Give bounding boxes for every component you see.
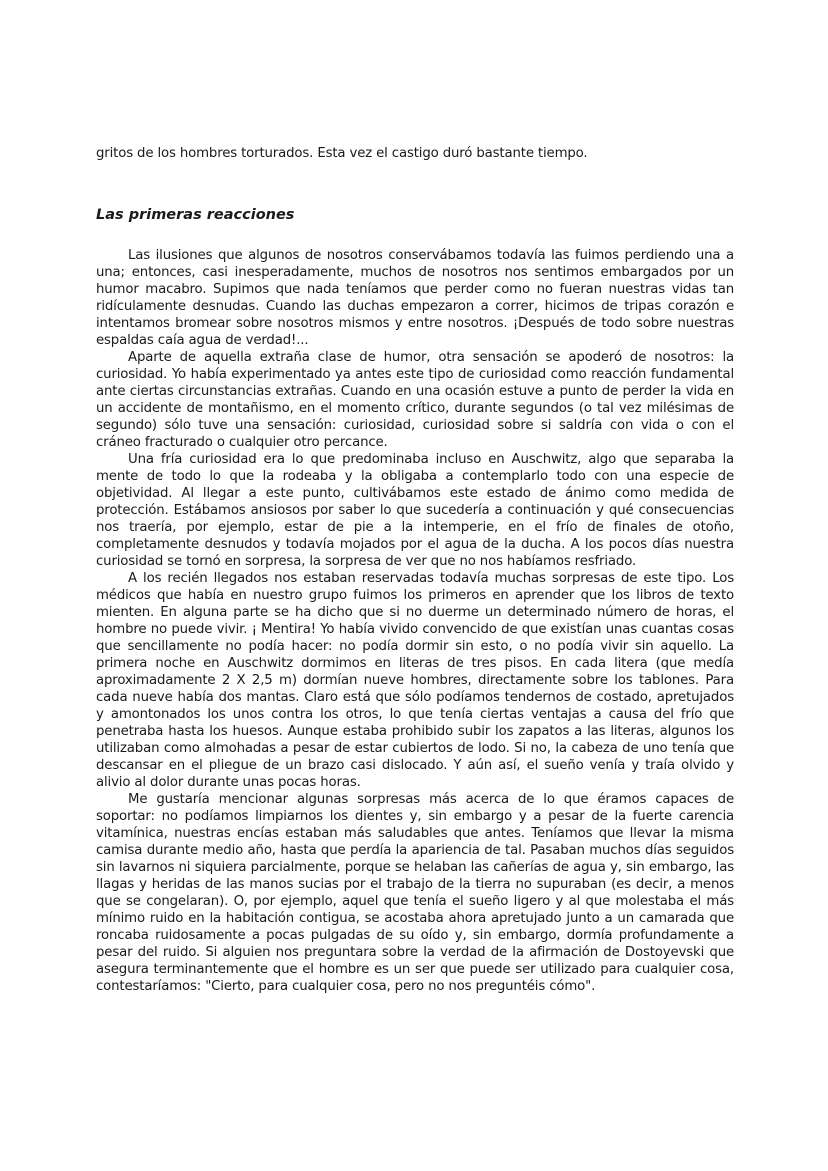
paragraph: Aparte de aquella extraña clase de humor, otra sensación se apoderó de nosotros: la curiosidad. Yo había experimentado ya antes este tipo de curiosidad como reacción fundamental ante ciertas circunstancias extrañas. Cuando en una ocasión estuve a punto de perder la vida en un accidente de montañismo, en el momento crítico, durante segundos (o tal vez milésimas de segundo) sólo tuve una sensación: curiosidad, curiosidad sobre si saldría con vida o con el cráneo fracturado o cualquier otro percance. (96, 350, 734, 450)
body-text (96, 247, 734, 995)
paragraph: Me gustaría mencionar algunas sorpresas más acerca de lo que éramos capaces de soportar: no podíamos limpiarnos los dientes y, sin embargo y a pesar de la fuerte carencia vitamínica, nuestras encías estaban más saludables que antes. Teníamos que llevar la misma camisa durante medio año, hasta que perdía la apariencia de tal. Pasaban muchos días seguidos sin lavarnos ni siquiera parcialmente, porque se helaban las cañerías de agua y, sin embargo, las llagas y heridas de las manos sucias por el trabajo de la tierra no supuraban (es decir, a menos que se congelaran). O, por ejemplo, aquel que tenía el sueño ligero y al que molestaba el más mínimo ruido en la habitación contigua, se acostaba ahora apretujado junto a un camarada que roncaba ruidosamente a pocas pulgadas de su oído y, sin embargo, dormía profundamente a pesar del ruido. Si alguien nos preguntara sobre la verdad de la afirmación de Dostoyevski que asegura terminantemente que el hombre es un ser que puede ser utilizado para cualquier cosa, contestaríamos: "Cierto, para cualquier cosa, pero no nos preguntéis cómo". (96, 792, 734, 994)
paragraph: A los recién llegados nos estaban reservadas todavía muchas sorpresas de este tipo. Los médicos que había en nuestro grupo fuimos los primeros en aprender que los libros de texto mienten. En alguna parte se ha dicho que si no duerme un determinado número de horas, el hombre no puede vivir. ¡ Mentira! Yo había vivido convencido de que existían unas cuantas cosas que sencillamente no podía hacer: no podía dormir sin esto, o no podía vivir sin aquello. La primera noche en Auschwitz dormimos en literas de tres pisos. En cada litera (que medía aproximadamente 2 X 2,5 m) dormían nueve hombres, directamente sobre los tablones. Para cada nueve había dos mantas. Claro está que sólo podíamos tendernos de costado, apretujados y amontonados los unos contra los otros, lo que tenía ciertas ventajas a causa del frío que penetraba hasta los huesos. Aunque estaba prohibido subir los zapatos a las literas, algunos los utilizaban como almohadas a pesar de estar cubiertos de lodo. Si no, la cabeza de uno tenía que descansar en el pliegue de un brazo casi dislocado. Y aún así, el sueño venía y traía olvido y alivio al dolor durante unas pocas horas. (96, 571, 734, 790)
section-title: Las primeras reacciones (96, 207, 295, 223)
paragraph: Una fría curiosidad era lo que predominaba incluso en Auschwitz, algo que separaba la mente de todo lo que la rodeaba y la obligaba a contemplarlo todo con una especie de objetividad. Al llegar a este punto, cultivábamos este estado de ánimo como medida de protección. Estábamos ansiosos por saber lo que sucedería a continuación y qué consecuencias nos traería, por ejemplo, estar de pie a la intemperie, en el frío de finales de otoño, completamente desnudos y todavía mojados por el agua de la ducha. A los pocos días nuestra curiosidad se tornó en sorpresa, la sorpresa de ver que no nos habíamos resfriado. (96, 452, 734, 569)
continuation-text: gritos de los hombres torturados. Esta vez el castigo duró bastante tiempo. (96, 146, 588, 161)
paragraph: Las ilusiones que algunos de nosotros conservábamos todavía las fuimos perdiendo una a una; entonces, casi inesperadamente, muchos de nosotros nos sentimos embargados por un humor macabro. Supimos que nada teníamos que perder como no fueran nuestras vidas tan ridículamente desnudas. Cuando las duchas empezaron a correr, hicimos de tripas corazón e intentamos bromear sobre nosotros mismos y entre nosotros. ¡Después de todo sobre nuestras espaldas caía agua de verdad!... (96, 248, 734, 348)
document-page (96, 145, 734, 995)
